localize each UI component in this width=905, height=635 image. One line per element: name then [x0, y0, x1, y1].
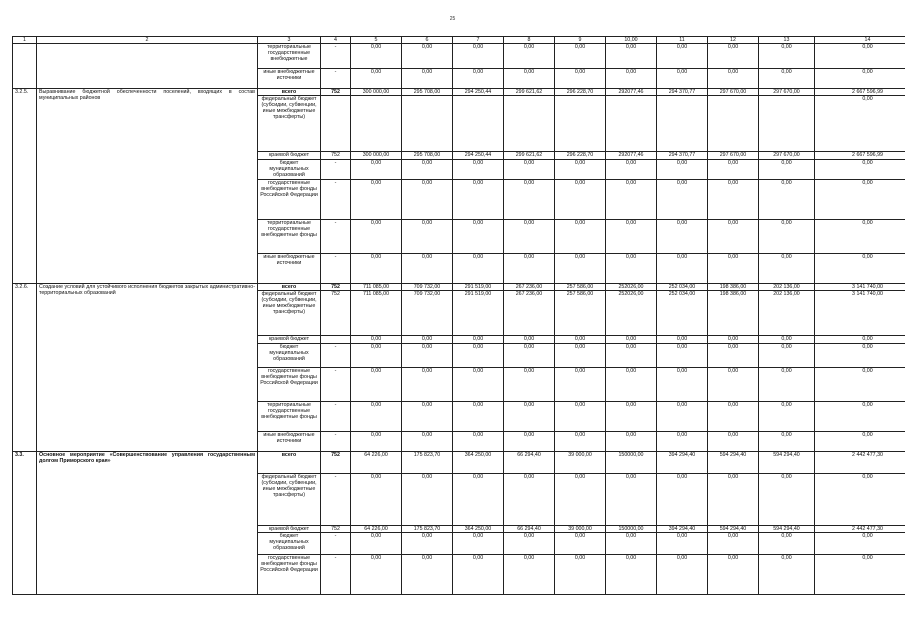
value-cell: 0,00: [657, 336, 708, 344]
funding-source: бюджет муниципальных образований: [258, 160, 321, 180]
value-cell: 39 000,00: [555, 452, 606, 474]
item-name: Выравнивание бюджетной обеспеченности поселений, входящих в состав муниципальных районов: [37, 89, 258, 284]
value-cell: 150000,00: [606, 452, 657, 474]
value-cell: 0,00: [657, 555, 708, 595]
value-cell: [759, 96, 815, 152]
value-cell: 0,00: [555, 432, 606, 452]
funding-source: иные внебюджетные источники: [258, 254, 321, 284]
funding-source: краевой бюджет: [258, 152, 321, 160]
value-cell: 0,00: [759, 344, 815, 368]
value-cell: 0,00: [815, 555, 905, 595]
value-cell: 0,00: [555, 336, 606, 344]
value-cell: 0,00: [402, 474, 453, 526]
value-cell: 0,00: [708, 160, 759, 180]
value-cell: 0,00: [555, 254, 606, 284]
value-cell: 0,00: [657, 344, 708, 368]
value-cell: 0,00: [708, 555, 759, 595]
value-cell: 0,00: [657, 474, 708, 526]
value-cell: 394 294,40: [657, 452, 708, 474]
value-cell: 0,00: [708, 69, 759, 89]
value-cell: 0,00: [402, 368, 453, 402]
value-cell: 0,00: [759, 432, 815, 452]
value-cell: 0,00: [815, 336, 905, 344]
value-cell: 198 386,00: [708, 284, 759, 291]
value-cell: 0,00: [815, 180, 905, 220]
value-cell: 0,00: [402, 344, 453, 368]
value-cell: 0,00: [708, 344, 759, 368]
value-cell: 0,00: [504, 474, 555, 526]
value-cell: 0,00: [657, 533, 708, 555]
grbs-code: -: [321, 555, 351, 595]
value-cell: 0,00: [815, 254, 905, 284]
value-cell: 3 141 740,00: [815, 284, 905, 291]
value-cell: 0,00: [657, 254, 708, 284]
value-cell: 0,00: [555, 368, 606, 402]
value-cell: 0,00: [351, 432, 402, 452]
value-cell: 0,00: [402, 402, 453, 432]
value-cell: 0,00: [402, 336, 453, 344]
grbs-code: -: [321, 254, 351, 284]
value-cell: 66 294,40: [504, 526, 555, 533]
value-cell: 300 000,00: [351, 152, 402, 160]
column-number: 4: [321, 37, 351, 44]
value-cell: [351, 96, 402, 152]
value-cell: 294 370,77: [657, 89, 708, 96]
item-name: [37, 44, 258, 89]
value-cell: [453, 96, 504, 152]
value-cell: 0,00: [815, 432, 905, 452]
value-cell: 0,00: [606, 254, 657, 284]
value-cell: 291 519,00: [453, 284, 504, 291]
value-cell: 594 294,40: [708, 526, 759, 533]
value-cell: 0,00: [759, 336, 815, 344]
value-cell: 0,00: [606, 533, 657, 555]
value-cell: 0,00: [657, 402, 708, 432]
column-number: 9: [555, 37, 606, 44]
value-cell: 0,00: [504, 368, 555, 402]
value-cell: 0,00: [453, 160, 504, 180]
value-cell: 0,00: [815, 474, 905, 526]
column-number: 10,00: [606, 37, 657, 44]
value-cell: 0,00: [759, 368, 815, 402]
funding-source: иные внебюджетные источники: [258, 432, 321, 452]
value-cell: 0,00: [402, 555, 453, 595]
grbs-code: -: [321, 44, 351, 69]
item-code: 3.3.: [13, 452, 37, 595]
funding-source: федеральный бюджет (субсидии, субвенции, иные межбюджетные трансферты): [258, 96, 321, 152]
value-cell: 296 228,70: [555, 152, 606, 160]
value-cell: 0,00: [759, 220, 815, 254]
value-cell: 0,00: [708, 402, 759, 432]
value-cell: 2 442 477,30: [815, 526, 905, 533]
column-number: 5: [351, 37, 402, 44]
value-cell: 0,00: [708, 180, 759, 220]
value-cell: 0,00: [555, 533, 606, 555]
value-cell: 0,00: [657, 368, 708, 402]
value-cell: 0,00: [708, 368, 759, 402]
grbs-code: 752: [321, 89, 351, 96]
value-cell: 0,00: [351, 160, 402, 180]
value-cell: 0,00: [815, 402, 905, 432]
value-cell: 0,00: [351, 180, 402, 220]
funding-source: иные внебюджетные источники: [258, 69, 321, 89]
value-cell: 0,00: [453, 180, 504, 220]
value-cell: 2 442 477,30: [815, 452, 905, 474]
value-cell: 0,00: [815, 69, 905, 89]
value-cell: 0,00: [402, 220, 453, 254]
value-cell: 0,00: [351, 220, 402, 254]
value-cell: 0,00: [708, 44, 759, 69]
value-cell: 364 250,00: [453, 526, 504, 533]
value-cell: 0,00: [555, 180, 606, 220]
value-cell: 0,00: [657, 432, 708, 452]
grbs-code: -: [321, 180, 351, 220]
value-cell: 0,00: [402, 160, 453, 180]
funding-source: государственные внебюджетные фонды Российской Федерации: [258, 555, 321, 595]
value-cell: 0,00: [453, 555, 504, 595]
budget-table: [12, 36, 905, 595]
value-cell: 0,00: [606, 69, 657, 89]
value-cell: 0,00: [815, 533, 905, 555]
grbs-code: -: [321, 368, 351, 402]
grbs-code: -: [321, 432, 351, 452]
funding-source: всего: [258, 89, 321, 96]
funding-source: государственные внебюджетные фонды Российской Федерации: [258, 180, 321, 220]
value-cell: 64 226,00: [351, 526, 402, 533]
value-cell: 0,00: [815, 96, 905, 152]
value-cell: 0,00: [453, 368, 504, 402]
value-cell: 0,00: [453, 336, 504, 344]
value-cell: 0,00: [351, 368, 402, 402]
value-cell: 0,00: [504, 180, 555, 220]
value-cell: 0,00: [606, 44, 657, 69]
value-cell: 294 370,77: [657, 152, 708, 160]
value-cell: 252026,00: [606, 284, 657, 291]
value-cell: 294 250,44: [453, 152, 504, 160]
value-cell: 0,00: [402, 254, 453, 284]
value-cell: 0,00: [453, 432, 504, 452]
value-cell: 0,00: [815, 160, 905, 180]
value-cell: 0,00: [815, 344, 905, 368]
value-cell: 295 708,00: [402, 89, 453, 96]
value-cell: 150000,00: [606, 526, 657, 533]
funding-source: всего: [258, 452, 321, 474]
value-cell: 66 294,40: [504, 452, 555, 474]
value-cell: 0,00: [657, 44, 708, 69]
value-cell: [708, 96, 759, 152]
value-cell: 0,00: [402, 533, 453, 555]
grbs-code: [321, 96, 351, 152]
column-number: 11: [657, 37, 708, 44]
value-cell: 0,00: [351, 336, 402, 344]
value-cell: 0,00: [351, 69, 402, 89]
value-cell: 0,00: [351, 254, 402, 284]
grbs-code: -: [321, 220, 351, 254]
value-cell: 0,00: [453, 69, 504, 89]
value-cell: 0,00: [657, 160, 708, 180]
value-cell: 0,00: [504, 402, 555, 432]
value-cell: 0,00: [759, 69, 815, 89]
value-cell: 594 294,40: [759, 452, 815, 474]
value-cell: 257 586,00: [555, 291, 606, 336]
column-number: 6: [402, 37, 453, 44]
value-cell: 295 708,00: [402, 152, 453, 160]
funding-source: всего: [258, 284, 321, 291]
value-cell: 0,00: [402, 432, 453, 452]
funding-source: государственные внебюджетные фонды Российской Федерации: [258, 368, 321, 402]
value-cell: 0,00: [351, 474, 402, 526]
value-cell: 0,00: [504, 336, 555, 344]
value-cell: 292077,46: [606, 89, 657, 96]
value-cell: 0,00: [606, 368, 657, 402]
column-number: 13: [759, 37, 815, 44]
value-cell: 711 085,00: [351, 291, 402, 336]
value-cell: 0,00: [504, 160, 555, 180]
value-cell: 394 294,40: [657, 526, 708, 533]
value-cell: 0,00: [504, 555, 555, 595]
value-cell: 0,00: [555, 344, 606, 368]
value-cell: 0,00: [453, 44, 504, 69]
value-cell: 0,00: [402, 69, 453, 89]
value-cell: 252 034,00: [657, 291, 708, 336]
value-cell: 0,00: [606, 180, 657, 220]
value-cell: 0,00: [351, 344, 402, 368]
value-cell: 175 823,70: [402, 526, 453, 533]
grbs-code: 752: [321, 152, 351, 160]
grbs-code: -: [321, 533, 351, 555]
column-number: 12: [708, 37, 759, 44]
value-cell: 0,00: [453, 474, 504, 526]
value-cell: 0,00: [504, 69, 555, 89]
value-cell: 0,00: [402, 44, 453, 69]
table-row: [13, 284, 905, 291]
value-cell: 0,00: [759, 474, 815, 526]
value-cell: 0,00: [606, 402, 657, 432]
value-cell: 3 141 740,00: [815, 291, 905, 336]
value-cell: 292077,46: [606, 152, 657, 160]
value-cell: 0,00: [606, 220, 657, 254]
item-code: 3.2.6.: [13, 284, 37, 452]
value-cell: 291 519,00: [453, 291, 504, 336]
value-cell: 297 670,00: [708, 89, 759, 96]
value-cell: 267 236,00: [504, 284, 555, 291]
value-cell: 711 085,00: [351, 284, 402, 291]
value-cell: 0,00: [504, 344, 555, 368]
value-cell: 0,00: [606, 344, 657, 368]
value-cell: 0,00: [657, 69, 708, 89]
value-cell: 0,00: [504, 533, 555, 555]
value-cell: 202 136,00: [759, 291, 815, 336]
value-cell: 267 236,00: [504, 291, 555, 336]
value-cell: 0,00: [606, 474, 657, 526]
value-cell: 0,00: [657, 220, 708, 254]
value-cell: 0,00: [555, 69, 606, 89]
value-cell: 709 732,00: [402, 284, 453, 291]
item-code: 3.2.5.: [13, 89, 37, 284]
value-cell: 252026,00: [606, 291, 657, 336]
value-cell: 0,00: [606, 160, 657, 180]
value-cell: [657, 96, 708, 152]
value-cell: 0,00: [504, 432, 555, 452]
item-name: Создание условий для устойчивого исполнения бюджетов закрытых административно-территориальных образований: [37, 284, 258, 452]
value-cell: 0,00: [815, 368, 905, 402]
value-cell: 2 667 596,99: [815, 152, 905, 160]
value-cell: 0,00: [351, 402, 402, 432]
value-cell: 0,00: [759, 254, 815, 284]
value-cell: 0,00: [708, 254, 759, 284]
value-cell: 0,00: [555, 555, 606, 595]
value-cell: 64 226,00: [351, 452, 402, 474]
value-cell: 0,00: [351, 555, 402, 595]
value-cell: 0,00: [759, 44, 815, 69]
value-cell: 0,00: [606, 555, 657, 595]
value-cell: 252 034,00: [657, 284, 708, 291]
value-cell: [504, 96, 555, 152]
page-number: 25: [449, 16, 456, 22]
grbs-code: [321, 336, 351, 344]
value-cell: 0,00: [708, 533, 759, 555]
value-cell: 299 621,62: [504, 152, 555, 160]
value-cell: 0,00: [759, 555, 815, 595]
value-cell: 300 000,00: [351, 89, 402, 96]
value-cell: 0,00: [555, 474, 606, 526]
value-cell: 0,00: [759, 533, 815, 555]
grbs-code: -: [321, 69, 351, 89]
value-cell: 0,00: [555, 44, 606, 69]
value-cell: 0,00: [504, 254, 555, 284]
table-row: [13, 452, 905, 474]
value-cell: 39 000,00: [555, 526, 606, 533]
value-cell: 0,00: [708, 474, 759, 526]
funding-source: федеральный бюджет (субсидии, субвенции, иные межбюджетные трансферты): [258, 291, 321, 336]
funding-source: бюджет муниципальных образований: [258, 533, 321, 555]
funding-source: федеральный бюджет (субсидии, субвенции, иные межбюджетные трансферты): [258, 474, 321, 526]
value-cell: 0,00: [351, 44, 402, 69]
value-cell: 594 294,40: [708, 452, 759, 474]
value-cell: 297 670,00: [759, 152, 815, 160]
value-cell: 0,00: [555, 220, 606, 254]
funding-source: территориальные государственные внебюджетные: [258, 44, 321, 69]
grbs-code: 752: [321, 452, 351, 474]
value-cell: 0,00: [708, 336, 759, 344]
value-cell: 0,00: [759, 160, 815, 180]
table-row: [13, 44, 905, 69]
value-cell: 0,00: [815, 220, 905, 254]
value-cell: 175 823,70: [402, 452, 453, 474]
value-cell: 294 250,44: [453, 89, 504, 96]
column-number: 1: [13, 37, 37, 44]
column-number: 7: [453, 37, 504, 44]
value-cell: 0,00: [453, 220, 504, 254]
funding-source: территориальные государственные внебюджетные фонды: [258, 402, 321, 432]
value-cell: 2 667 596,99: [815, 89, 905, 96]
value-cell: 0,00: [708, 220, 759, 254]
item-code: [13, 44, 37, 89]
value-cell: [402, 96, 453, 152]
value-cell: 0,00: [555, 402, 606, 432]
grbs-code: -: [321, 344, 351, 368]
column-number: 14: [815, 37, 905, 44]
value-cell: 297 670,00: [759, 89, 815, 96]
value-cell: 0,00: [657, 180, 708, 220]
value-cell: 0,00: [351, 533, 402, 555]
value-cell: 0,00: [504, 220, 555, 254]
value-cell: 0,00: [708, 432, 759, 452]
value-cell: 202 136,00: [759, 284, 815, 291]
item-name: Основное мероприятие «Совершенствование управления государственным долгом Приморского края»: [37, 452, 258, 595]
funding-source: краевой бюджет: [258, 336, 321, 344]
funding-source: территориальные государственные внебюджетные фонды: [258, 220, 321, 254]
value-cell: 0,00: [453, 533, 504, 555]
value-cell: 364 250,00: [453, 452, 504, 474]
value-cell: 0,00: [453, 344, 504, 368]
value-cell: 0,00: [504, 44, 555, 69]
value-cell: 0,00: [402, 180, 453, 220]
value-cell: 0,00: [555, 160, 606, 180]
grbs-code: -: [321, 474, 351, 526]
column-number: 3: [258, 37, 321, 44]
value-cell: 296 228,70: [555, 89, 606, 96]
value-cell: 297 670,00: [708, 152, 759, 160]
value-cell: 0,00: [453, 254, 504, 284]
value-cell: 0,00: [815, 44, 905, 69]
grbs-code: 752: [321, 526, 351, 533]
column-number: 8: [504, 37, 555, 44]
value-cell: 299 621,62: [504, 89, 555, 96]
grbs-code: -: [321, 160, 351, 180]
value-cell: 594 294,40: [759, 526, 815, 533]
value-cell: 0,00: [606, 432, 657, 452]
column-number: 2: [37, 37, 258, 44]
column-number-header: [13, 37, 905, 44]
funding-source: краевой бюджет: [258, 526, 321, 533]
value-cell: 709 732,00: [402, 291, 453, 336]
value-cell: [606, 96, 657, 152]
grbs-code: 752: [321, 291, 351, 336]
value-cell: 198 386,00: [708, 291, 759, 336]
value-cell: [555, 96, 606, 152]
grbs-code: 752: [321, 284, 351, 291]
value-cell: 257 586,00: [555, 284, 606, 291]
funding-source: бюджет муниципальных образований: [258, 344, 321, 368]
value-cell: 0,00: [759, 402, 815, 432]
value-cell: 0,00: [759, 180, 815, 220]
grbs-code: -: [321, 402, 351, 432]
table-row: [13, 89, 905, 96]
value-cell: 0,00: [453, 402, 504, 432]
value-cell: 0,00: [606, 336, 657, 344]
